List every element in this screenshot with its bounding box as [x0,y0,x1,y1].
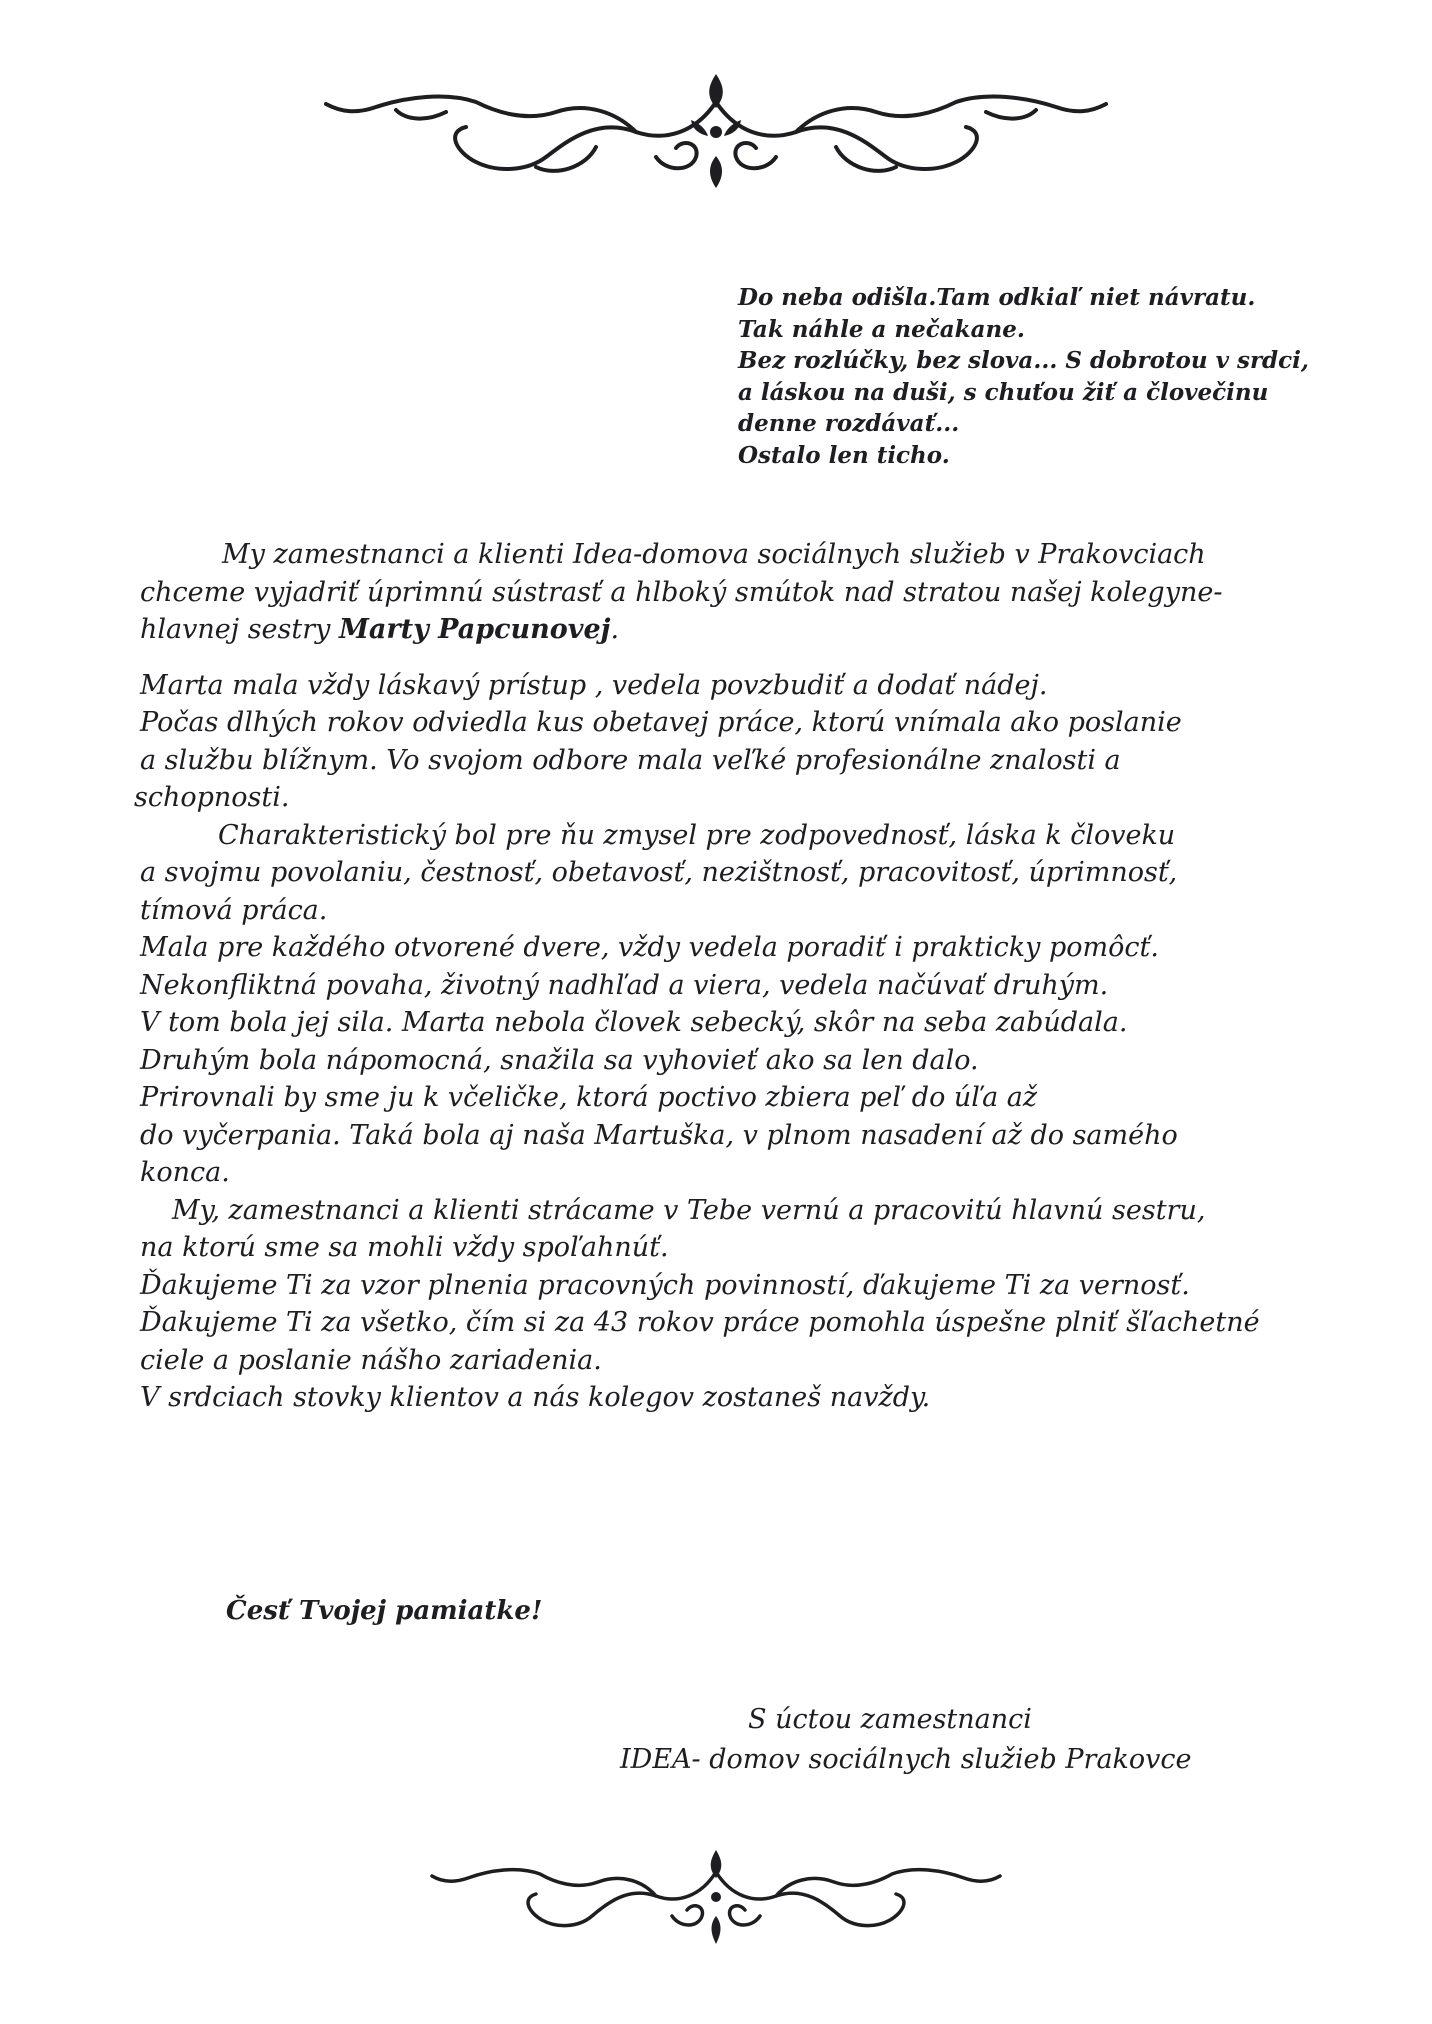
closing-emphasis: Tvojej pamiatke! [298,1596,543,1626]
body-line: Mala pre každého otvorené dvere, vždy vedela poradiť i prakticky pomôcť. [140,932,1159,963]
intro-prefix: hlavnej sestry [140,614,339,645]
intro-line: chceme vyjadriť úprimnú sústrasť a hlboký smútok nad stratou našej kolegyne- [140,576,1223,608]
body-line: Nekonfliktná povaha, životný nadhľad a viera, vedela načúvať druhým. [140,969,1109,1001]
letter-body [134,536,1370,1417]
body-line: Počas dlhých rokov odviedla kus obetavej práce, ktorú vnímala ako poslanie [140,707,1182,738]
opening-poem [738,282,1358,471]
body-line: Charakteristický bol pre ňu zmysel pre zodpovednosť, láska k človeku [218,819,1176,851]
body-line: Ďakujeme Ti za vzor plnenia pracovných povinností, ďakujeme Ti za vernosť. [140,1269,1190,1301]
body-line: My, zamestnanci a klienti strácame v Tebe vernú a pracovitú hlavnú sestru, [172,1194,1206,1226]
body-line: Marta mala vždy láskavý prístup , vedela povzbudiť a dodať nádej. [140,669,1048,701]
poem-line: Bez rozlúčky, bez slova... S dobrotou v srdci, [738,347,1309,374]
signature-line: S úctou zamestnanci [748,1704,1032,1735]
flourish-ornament-top-icon [296,72,1136,192]
intro-line [140,611,1370,649]
body-line: Ďakujeme Ti za všetko, čím si za 43 rokov práce pomohla úspešne plniť šľachetné [140,1307,1260,1338]
signature-block [620,1700,1340,1780]
body-line: tímová práca. [140,894,328,926]
poem-line: Ostalo len ticho. [738,441,950,469]
intro-suffix: . [610,614,620,645]
closing-tribute [226,1596,542,1626]
body-line: V srdciach stovky klientov a nás kolegov zostaneš navždy. [140,1382,931,1413]
body-line: a službu blížnym. Vo svojom odbore mala veľké profesionálne znalosti a [140,744,1121,776]
body-line: ciele a poslanie nášho zariadenia. [140,1344,602,1376]
body-line: V tom bola jej sila. Marta nebola človek sebecký, skôr na seba zabúdala. [140,1007,1128,1038]
body-line: schopnosti. [134,782,290,813]
body-line: na ktorú sme sa mohli vždy spoľahnúť. [140,1232,669,1263]
flourish-ornament-bottom-icon [416,1850,1016,1946]
closing-prefix: Česť [226,1596,299,1626]
signature-organization: IDEA- domov sociálnych služieb Prakovce [620,1744,1192,1775]
body-line: Druhým bola nápomocná, snažila sa vyhovieť ako sa len dalo. [140,1044,979,1076]
poem-line: Do neba odišla.Tam odkiaľ niet návratu. [738,284,1256,311]
poem-line: a láskou na duši, s chuťou žiť a človečinu [738,378,1269,406]
deceased-name: Marty Papcunovej [338,614,611,645]
body-line: Prirovnali by sme ju k včeličke, ktorá poctivo zbiera peľ do úľa až [140,1082,1038,1113]
poem-line: Tak náhle a nečakane. [738,315,1025,343]
intro-line: My zamestnanci a klienti Idea-domova sociálnych služieb v Prakovciach [222,539,1206,570]
poem-line: denne rozdávať... [738,410,960,437]
body-line: do vyčerpania. Taká bola aj naša Martuška, v plnom nasadení až do samého [140,1119,1178,1151]
body-line: a svojmu povolaniu, čestnosť, obetavosť, nezištnosť, pracovitosť, úprimnosť, [140,857,1178,888]
body-line: konca. [140,1157,230,1188]
